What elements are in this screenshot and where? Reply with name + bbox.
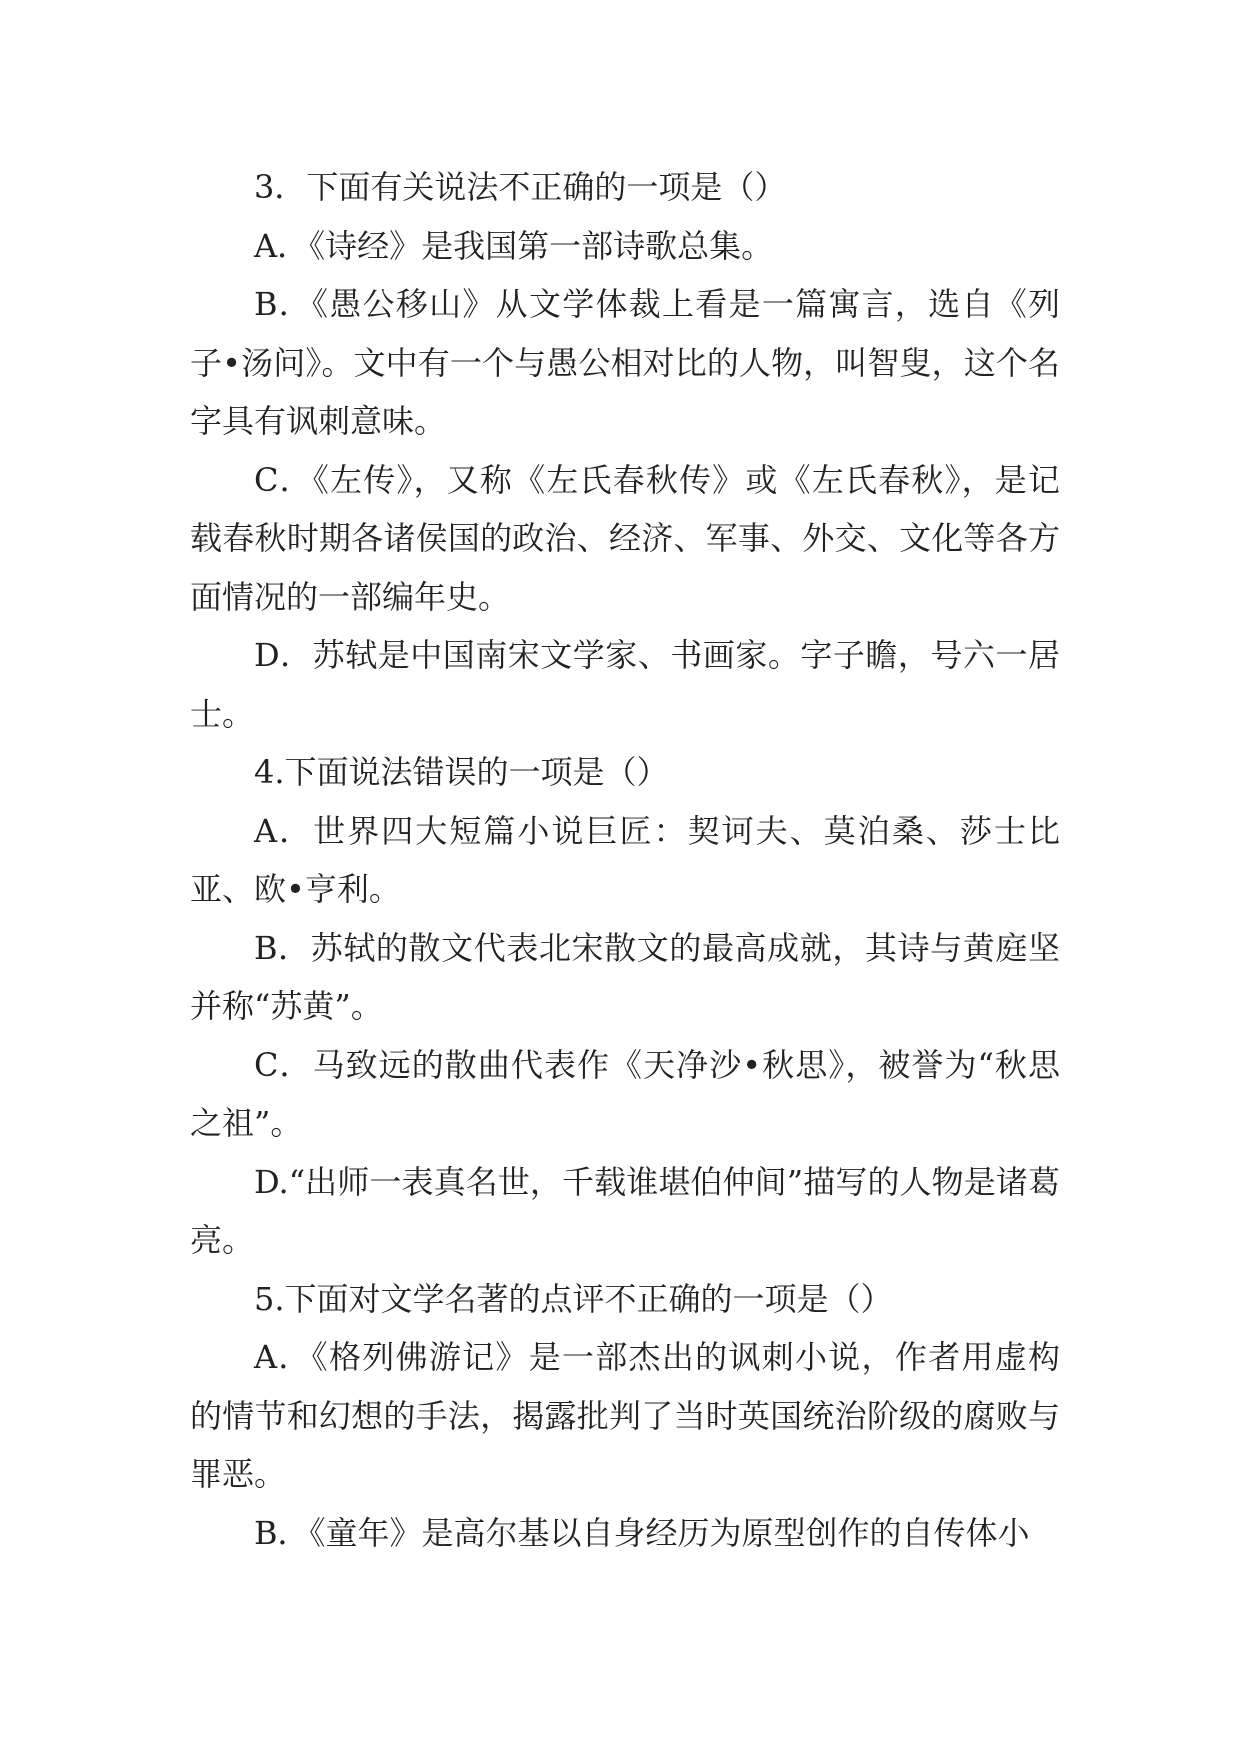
question-3-option-c: C．《左传》，又称《左氏春秋传》或《左氏春秋》，是记载春秋时期各诸侯国的政治、经济、军事、外交、文化等各方面情况的一部编年史。 bbox=[190, 460, 1060, 616]
question-4-option-d: D.“出师一表真名世，千载谁堪伯仲间”描写的人物是诸葛亮。 bbox=[190, 1162, 1060, 1259]
question-4-option-a: A．世界四大短篇小说巨匠：契诃夫、莫泊桑、莎士比亚、欧•亨利。 bbox=[190, 811, 1060, 908]
document-body bbox=[190, 158, 1060, 1562]
question-5-option-a: A．《格列佛游记》是一部杰出的讽刺小说，作者用虚构的情节和幻想的手法，揭露批判了当时英国统治阶级的腐败与罪恶。 bbox=[190, 1338, 1060, 1493]
question-5: 5.下面对文学名著的点评不正确的一项是（） bbox=[254, 1279, 893, 1318]
question-4: 4.下面说法错误的一项是（） bbox=[254, 753, 669, 791]
question-4-option-c: C．马致远的散曲代表作《天净沙•秋思》，被誉为“秋思之祖”。 bbox=[190, 1045, 1060, 1142]
question-3-option-a: A．《诗经》是我国第一部诗歌总集。 bbox=[254, 226, 774, 265]
question-5-option-b: B．《童年》是高尔基以自身经历为原型创作的自传体小 bbox=[254, 1513, 1030, 1552]
question-3: 3．下面有关说法不正确的一项是（） bbox=[254, 168, 787, 206]
question-4-option-b: B．苏轼的散文代表北宋散文的最高成就，其诗与黄庭坚并称“苏黄”。 bbox=[190, 928, 1060, 1025]
question-3-option-d: D．苏轼是中国南宋文学家、书画家。字子瞻，号六一居士。 bbox=[190, 636, 1060, 733]
question-3-option-b: B．《愚公移山》从文学体裁上看是一篇寓言，选自《列子•汤问》。文中有一个与愚公相对比的人物，叫智叟，这个名字具有讽刺意味。 bbox=[190, 285, 1060, 440]
